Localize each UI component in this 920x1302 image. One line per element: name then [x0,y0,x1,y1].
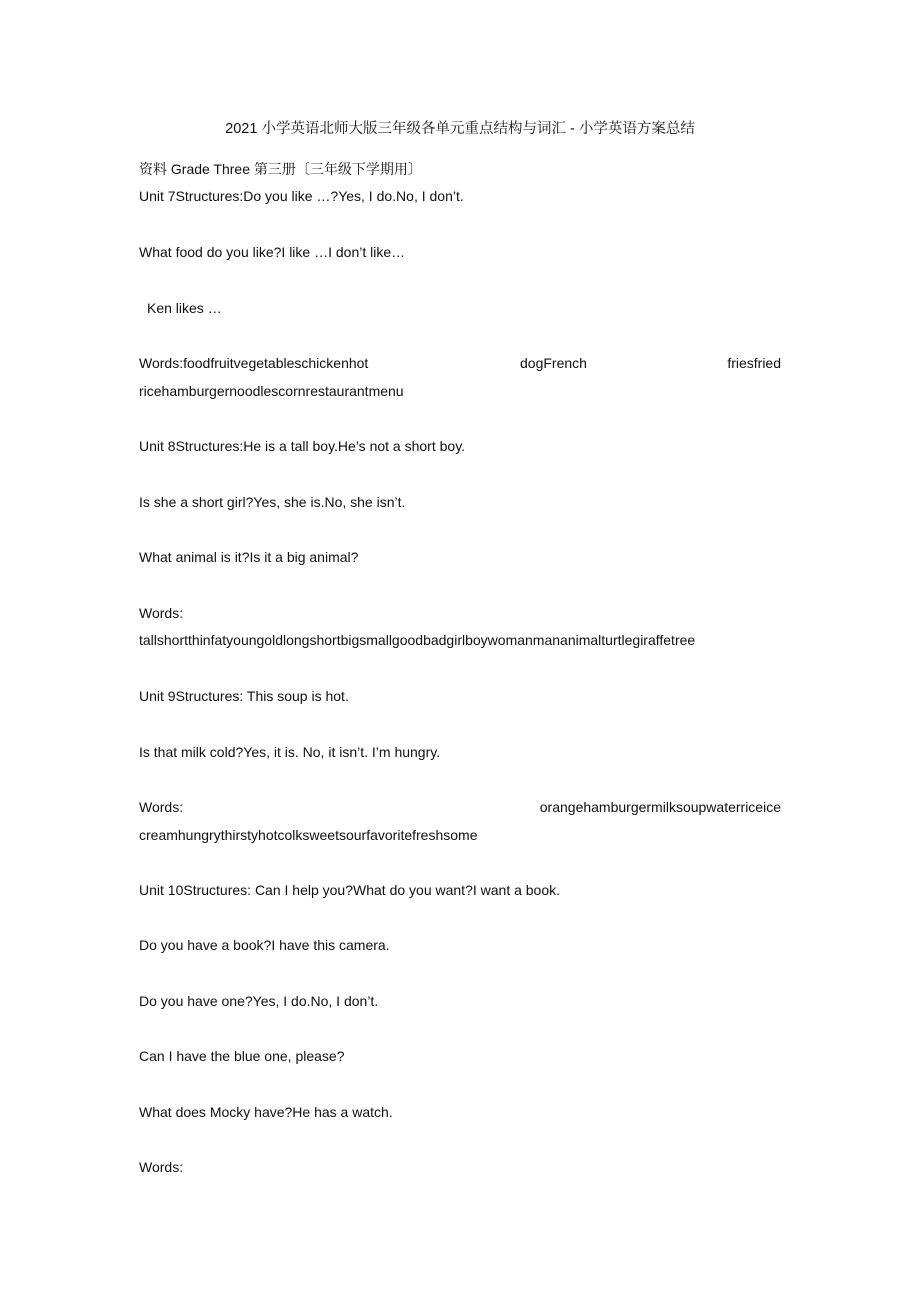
unit7-words-part: Words:foodfruitvegetableschickenhot [139,355,369,371]
unit7-structures: Unit 7Structures:Do you like …?Yes, I do.No, I don’t. [139,188,464,204]
unit9-words-part: orangehamburgermilksoupwaterriceice [539,799,781,815]
unit9-words-cont: creamhungrythirstyhotcolksweetsourfavoritefreshsome [139,827,478,843]
unit7-words-part: dogFrench [520,355,587,371]
unit10-line: Do you have one?Yes, I do.No, I don’t. [139,993,379,1009]
document-subtitle: 资料 Grade Three 第三册〔三年级下学期用〕 [139,161,422,177]
unit8-words: tallshortthinfatyoungoldlongshortbigsmallgoodbadgirlboywomanmananimalturtlegiraffetree [139,632,696,648]
unit7-words-line [139,354,781,372]
unit7-line: What food do you like?I like …I don’t like… [139,244,406,260]
unit8-line: Is she a short girl?Yes, she is.No, she isn’t. [139,494,406,510]
unit7-words-part: friesfried [727,355,781,371]
unit10-words-label: Words: [139,1159,184,1175]
unit10-line: Can I have the blue one, please? [139,1048,345,1064]
unit10-line: Do you have a book?I have this camera. [139,937,390,953]
unit8-words-label: Words: [139,605,184,621]
unit9-words-line [139,798,781,816]
unit9-line: Is that milk cold?Yes, it is. No, it isn’t. I’m hungry. [139,744,441,760]
unit9-structures: Unit 9Structures: This soup is hot. [139,688,349,704]
unit10-structures: Unit 10Structures: Can I help you?What do you want?I want a book. [139,882,561,898]
unit9-words-label: Words: [139,799,184,815]
document-title: 2021 小学英语北师大版三年级各单元重点结构与词汇 - 小学英语方案总结 [225,121,695,137]
unit7-line: Ken likes … [147,300,222,316]
unit8-line: What animal is it?Is it a big animal? [139,549,359,565]
unit10-line: What does Mocky have?He has a watch. [139,1104,393,1120]
unit8-structures: Unit 8Structures:He is a tall boy.He’s not a short boy. [139,438,466,454]
unit7-words-cont: ricehamburgernoodlescornrestaurantmenu [139,383,404,399]
